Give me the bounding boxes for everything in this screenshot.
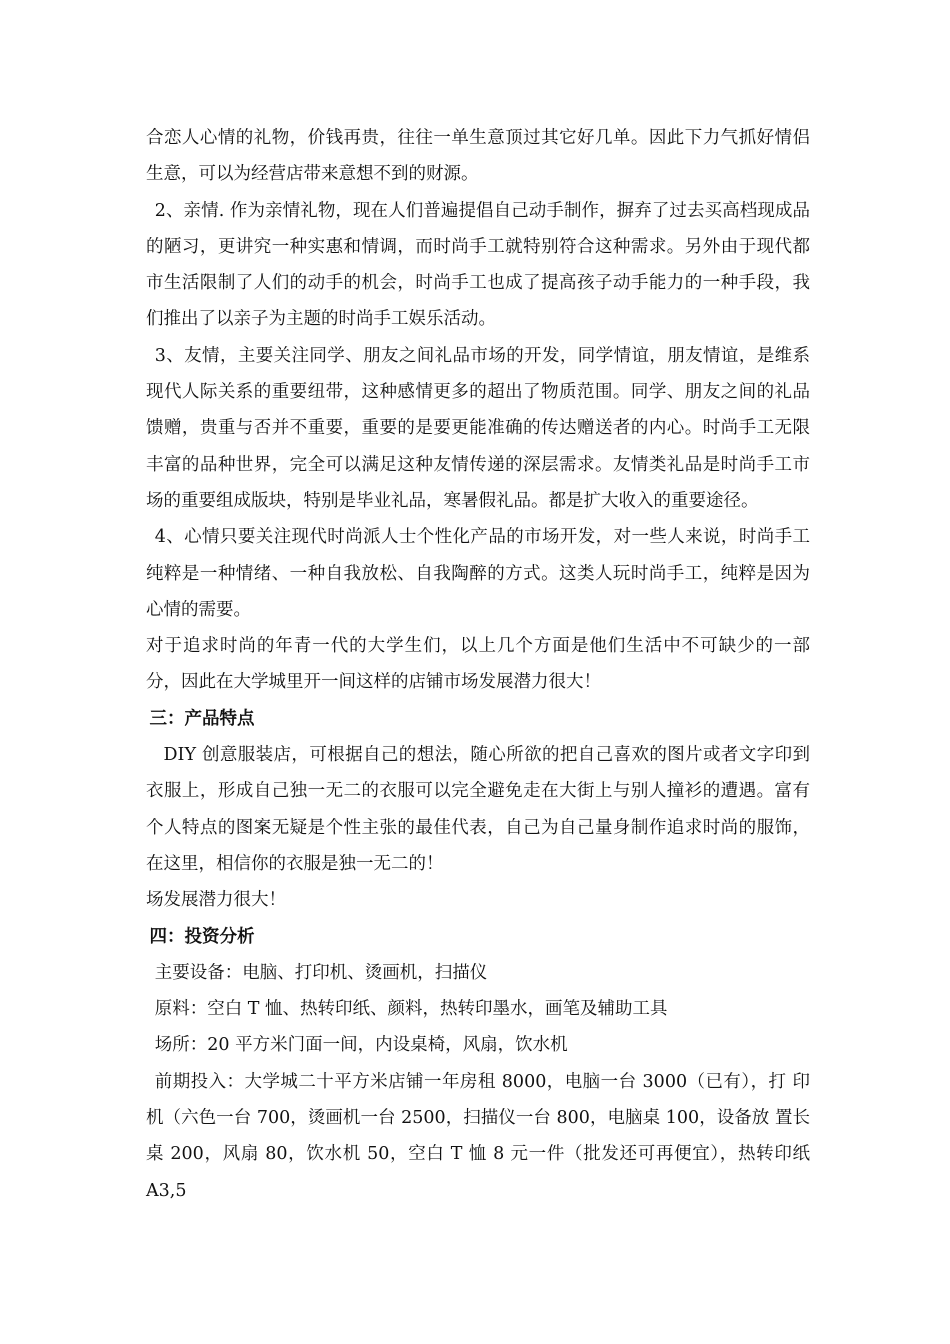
paragraph-couple-gifts: 合恋人心情的礼物，价钱再贵，往往一单生意顶过其它好几单。因此下力气抓好情侣生意，可以为经营店带来意想不到的财源。 xyxy=(146,128,810,185)
paragraph-venue: 场所：20 平方米门面一间，内设桌椅，风扇，饮水机 xyxy=(154,1035,568,1056)
paragraph-mood-gifts: 4、心情只要关注现代时尚派人士个性化产品的市场开发，对一些人来说，时尚手工纯粹是一种情绪、一种自我放松、自我陶醉的方式。这类人玩时尚手工，纯粹是因为心情的需要。 xyxy=(146,527,810,620)
section-heading-investment-analysis: 四：投资分析 xyxy=(149,926,255,947)
section-heading-product-features: 三：产品特点 xyxy=(149,708,255,729)
paragraph-equipment: 主要设备：电脑、打印机、烫画机，扫描仪 xyxy=(154,962,488,983)
paragraph-friendship-gifts: 3、友情，主要关注同学、朋友之间礼品市场的开发，同学情谊，朋友情谊，是维系现代人际关系的重要纽带，这种感情更多的超出了物质范围。同学、朋友之间的礼品馈赠，贵重与否并不重要，重要的是要更能准确的传达赠送者的内心。时尚手工无限丰富的品种世界，完全可以满足这种友情传递的深层需求。友情类礼品是时尚手工市场的重要组成版块，特别是毕业礼品，寒暑假礼品。都是扩大收入的重要途径。 xyxy=(146,345,810,511)
paragraph-fragment: 场发展潜力很大！ xyxy=(146,890,286,911)
paragraph-family-gifts: 2、亲情. 作为亲情礼物，现在人们普遍提倡自己动手制作，摒弃了过去买高档现成品的陋习，更讲究一种实惠和情调，而时尚手工就特别符合这种需求。另外由于现代都市生活限制了人们的动手的机会，时尚手工也成了提高孩子动手能力的一种手段，我们推出了以亲子为主题的时尚手工娱乐活动。 xyxy=(146,200,810,330)
paragraph-materials: 原料：空白 T 恤、热转印纸、颜料，热转印墨水，画笔及辅助工具 xyxy=(154,999,668,1020)
paragraph-market-summary: 对于追求时尚的年青一代的大学生们，以上几个方面是他们生活中不可缺少的一部分，因此在大学城里开一间这样的店铺市场发展潜力很大！ xyxy=(146,636,810,693)
document-page xyxy=(146,120,810,1209)
paragraph-diy-store: DIY 创意服装店，可根据自己的想法，随心所欲的把自己喜欢的图片或者文字印到衣服上，形成自己独一无二的衣服可以完全避免走在大街上与别人撞衫的遭遇。富有个人特点的图案无疑是个性主张的最佳代表，自己为自己量身制作追求时尚的服饰，在这里，相信你的衣服是独一无二的！ xyxy=(146,745,810,874)
paragraph-initial-investment: 前期投入：大学城二十平方米店铺一年房租 8000，电脑一台 3000（已有），打 印机（六色一台 700，烫画机一台 2500，扫描仪一台 800，电脑桌 100，设备放 置长桌 200，风扇 80，饮水机 50，空白 T 恤 8 元一件（批发还可再便宜），热转印纸 A3,5 xyxy=(146,1071,810,1201)
